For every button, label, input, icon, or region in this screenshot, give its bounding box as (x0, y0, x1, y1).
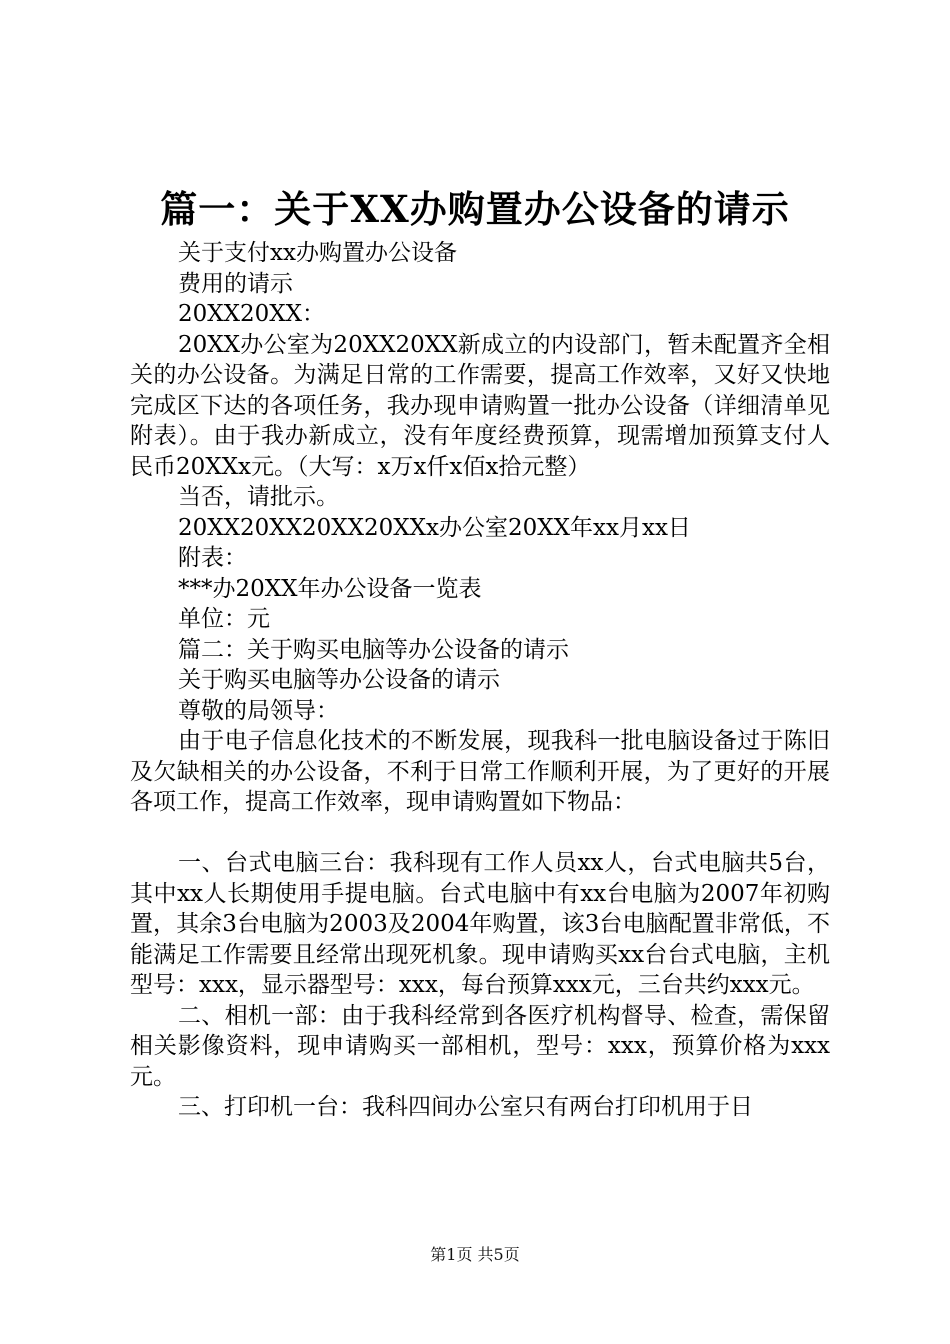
paragraph-subject-line-1: 关于支付xx办购置办公设备 (178, 240, 457, 266)
paragraph-section-two-heading: 篇二：关于购买电脑等办公设备的请示 (178, 636, 569, 663)
paragraph-signature-date: 20XX20XX20XX20XXx办公室20XX年xx月xx日 (178, 514, 691, 541)
blank-line (130, 818, 830, 849)
paragraph-closing: 当否，请批示。 (178, 484, 339, 510)
paragraph-subject-line-2: 费用的请示 (178, 270, 293, 297)
page-number-footer: 第1页 共5页 (430, 1245, 520, 1264)
paragraph-item-computers: 一、台式电脑三台：我科现有工作人员xx人，台式电脑共5台，其中xx人长期使用手提电脑。台式电脑中有xx台电脑为2007年初购置，其余3台电脑为2003及2004年购置，该3台电脑配置非常低，不能满足工作需要且经常出现死机象。现申请购买xx台台式电脑，主机型号：xxx，显示器型号：xxx，每台预算xxx元，三台共约xxx元。 (130, 850, 830, 998)
paragraph-salutation: 尊敬的局领导： (178, 697, 339, 724)
paragraph-item-printer: 三、打印机一台：我科四间办公室只有两台打印机用于日 (178, 1094, 753, 1120)
paragraph-request-body: 20XX办公室为20XX20XX新成立的内设部门，暂未配置齐全相关的办公设备。为满足日常的工作需要，提高工作效率，又好又快地完成区下达的各项任务，我办现申请购置一批办公设备（详细清单见附表）。由于我办新成立，没有年度经费预算，现需增加预算支付人民币20XXx元。（大写：x万x仟x佰x拾元整） (130, 331, 830, 480)
paragraph-section-two-title: 关于购买电脑等办公设备的请示 (178, 667, 500, 693)
paragraph-unit: 单位：元 (178, 606, 270, 632)
paragraph-attachment-label: 附表： (178, 545, 247, 571)
paragraph-addressee: 20XX20XX： (178, 301, 326, 327)
paragraph-intro: 由于电子信息化技术的不断发展，现我科一批电脑设备过于陈旧及欠缺相关的办公设备，不利于日常工作顺利开展，为了更好的开展各项工作，提高工作效率，现申请购置如下物品： (130, 728, 830, 815)
paragraph-attachment-title: ***办20XX年办公设备一览表 (178, 575, 482, 602)
document-title: 篇一：关于XX办购置办公设备的请示 (160, 187, 790, 231)
document-body (130, 238, 830, 1123)
paragraph-item-camera: 二、相机一部：由于我科经常到各医疗机构督导、检查，需保留相关影像资料，现申请购买一部相机，型号：xxx，预算价格为xxx元。 (130, 1002, 830, 1090)
